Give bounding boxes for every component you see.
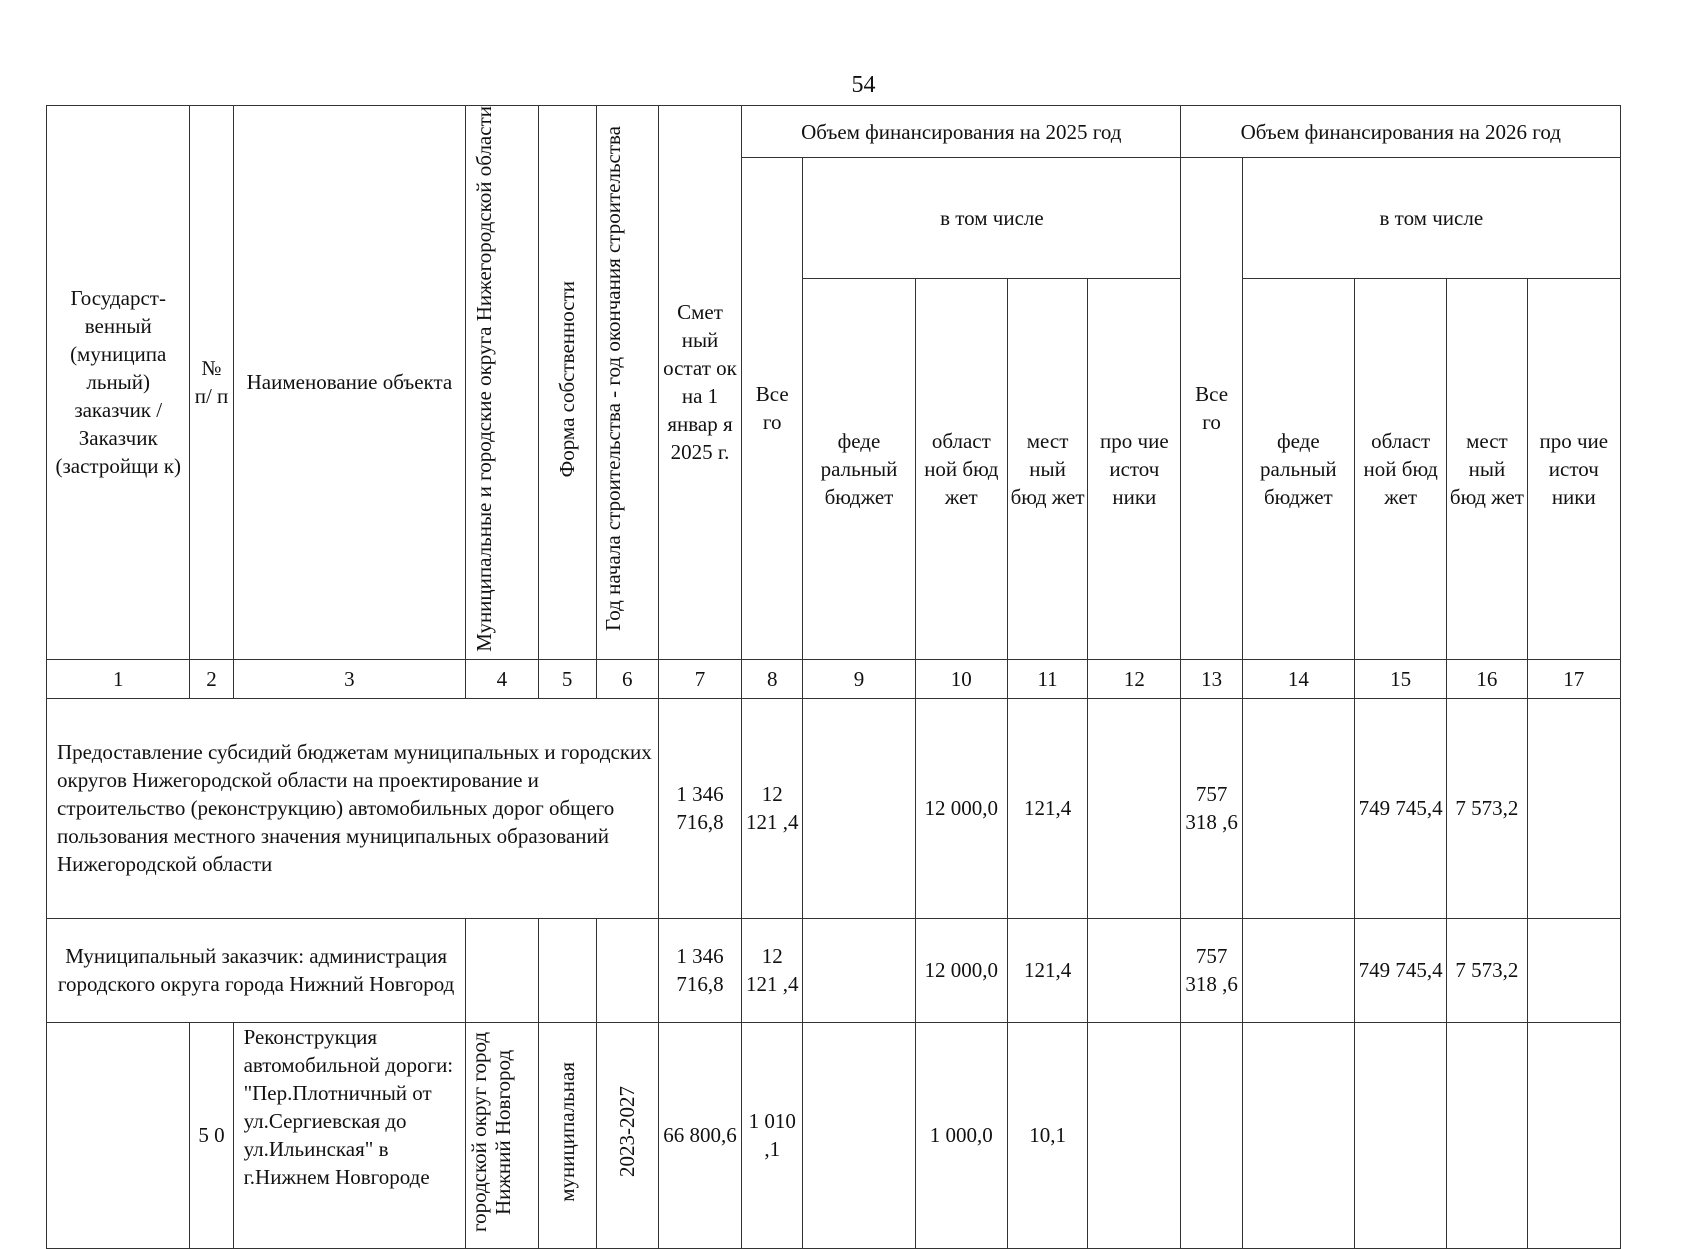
financing-table	[46, 105, 1621, 1249]
municipality-cell	[466, 1022, 538, 1248]
total-2025-cell: 12 121 ,4	[742, 918, 803, 1022]
subsidy-title: Предоставление субсидий бюджетам муниципальных и городских округов Нижегородской области на проектирование и строительство (реконструкцию) автомобильных дорог общего пользования местного значения муниципальных образований Нижегородской области	[47, 698, 659, 918]
column-number: 13	[1181, 659, 1242, 698]
header-regional-2026: област ной бюд жет	[1355, 278, 1447, 659]
column-number: 16	[1447, 659, 1527, 698]
estimate-cell: 1 346 716,8	[658, 918, 741, 1022]
page-number: 54	[851, 72, 876, 98]
federal-2026-cell	[1242, 698, 1354, 918]
other-2026-cell	[1527, 918, 1620, 1022]
header-regional-2025: област ной бюд жет	[915, 278, 1007, 659]
local-2025-cell: 10,1	[1007, 1022, 1087, 1248]
empty-cell	[1355, 1022, 1447, 1248]
header-federal-2025: феде ральный бюджет	[803, 278, 915, 659]
column-number: 12	[1088, 659, 1181, 698]
total-2025-cell: 12 121 ,4	[742, 698, 803, 918]
federal-2025-cell	[803, 918, 915, 1022]
header-municipality	[466, 106, 538, 660]
total-2026-cell: 757 318 ,6	[1181, 698, 1242, 918]
regional-2025-cell: 12 000,0	[915, 698, 1007, 918]
column-number: 11	[1007, 659, 1087, 698]
column-number: 15	[1355, 659, 1447, 698]
table-row	[47, 918, 1621, 1022]
empty-cell	[1527, 1022, 1620, 1248]
years-cell-text: 2023-2027	[615, 1086, 640, 1178]
header-estimate: Смет ный остат ок на 1 январ я 2025 г.	[658, 106, 741, 660]
header-ownership-text: Форма собственности	[555, 280, 580, 478]
empty-cell	[803, 1022, 915, 1248]
federal-2026-cell	[1242, 918, 1354, 1022]
header-total-2025: Все го	[742, 158, 803, 660]
ownership-cell-text: муниципальная	[555, 1061, 580, 1202]
local-2025-cell: 121,4	[1007, 918, 1087, 1022]
empty-cell	[1242, 1022, 1354, 1248]
empty-cell	[596, 918, 658, 1022]
empty-cell	[1088, 1022, 1181, 1248]
header-row-1	[47, 106, 1621, 158]
column-number: 1	[47, 659, 190, 698]
municipality-cell-text: городской округ город Нижний Новгород	[466, 1031, 515, 1232]
years-cell	[596, 1022, 658, 1248]
column-number: 3	[233, 659, 466, 698]
column-number: 4	[466, 659, 538, 698]
empty-cell	[466, 918, 538, 1022]
column-number: 17	[1527, 659, 1620, 698]
regional-2026-cell: 749 745,4	[1355, 698, 1447, 918]
header-object-name: Наименование объекта	[233, 106, 466, 660]
estimate-cell: 1 346 716,8	[658, 698, 741, 918]
header-other-2025: про чие источ ники	[1088, 278, 1181, 659]
header-funding-2025: Объем финансирования на 2025 год	[742, 106, 1181, 158]
header-total-2026: Все го	[1181, 158, 1242, 660]
header-local-2026: мест ный бюд жет	[1447, 278, 1527, 659]
column-number: 6	[596, 659, 658, 698]
header-other-2026: про чие источ ники	[1527, 278, 1620, 659]
regional-2025-cell: 12 000,0	[915, 918, 1007, 1022]
local-2026-cell: 7 573,2	[1447, 918, 1527, 1022]
total-2026-cell: 757 318 ,6	[1181, 918, 1242, 1022]
other-2025-cell	[1088, 698, 1181, 918]
local-2025-cell: 121,4	[1007, 698, 1087, 918]
header-years	[596, 106, 658, 660]
header-number: № п/ п	[190, 106, 233, 660]
empty-cell	[47, 1022, 190, 1248]
column-numbers-row	[47, 659, 1621, 698]
number-cell: 5 0	[190, 1022, 233, 1248]
column-number: 14	[1242, 659, 1354, 698]
header-local-2025: мест ный бюд жет	[1007, 278, 1087, 659]
column-number: 2	[190, 659, 233, 698]
local-2026-cell: 7 573,2	[1447, 698, 1527, 918]
other-2025-cell	[1088, 918, 1181, 1022]
other-2026-cell	[1527, 698, 1620, 918]
column-number: 7	[658, 659, 741, 698]
empty-cell	[1447, 1022, 1527, 1248]
empty-cell	[538, 918, 596, 1022]
customer-cell: Муниципальный заказчик: администрация городского округа города Нижний Новгород	[47, 918, 466, 1022]
federal-2025-cell	[803, 698, 915, 918]
header-including-2025: в том числе	[803, 158, 1181, 279]
column-number: 10	[915, 659, 1007, 698]
header-including-2026: в том числе	[1242, 158, 1620, 279]
ownership-cell	[538, 1022, 596, 1248]
header-municipality-text: Муниципальные и городские округа Нижегородской области	[471, 106, 496, 652]
regional-2026-cell: 749 745,4	[1355, 918, 1447, 1022]
table-row	[47, 698, 1621, 918]
regional-2025-cell: 1 000,0	[915, 1022, 1007, 1248]
total-2025-cell: 1 010 ,1	[742, 1022, 803, 1248]
table-row	[47, 1022, 1621, 1248]
header-customer: Государст-венный (муниципа льный) заказчик / Заказчик (застройщи к)	[47, 106, 190, 660]
header-federal-2026: феде ральный бюджет	[1242, 278, 1354, 659]
column-number: 9	[803, 659, 915, 698]
object-name-cell: Реконструкция автомобильной дороги: "Пер.Плотничный от ул.Сергиевская до ул.Ильинская" в г.Нижнем Новгороде	[233, 1022, 466, 1248]
header-ownership	[538, 106, 596, 660]
column-number: 8	[742, 659, 803, 698]
estimate-cell: 66 800,6	[658, 1022, 741, 1248]
column-number: 5	[538, 659, 596, 698]
header-funding-2026: Объем финансирования на 2026 год	[1181, 106, 1621, 158]
empty-cell	[1181, 1022, 1242, 1248]
header-years-text: Год начала строительства - год окончания строительства	[601, 126, 626, 632]
